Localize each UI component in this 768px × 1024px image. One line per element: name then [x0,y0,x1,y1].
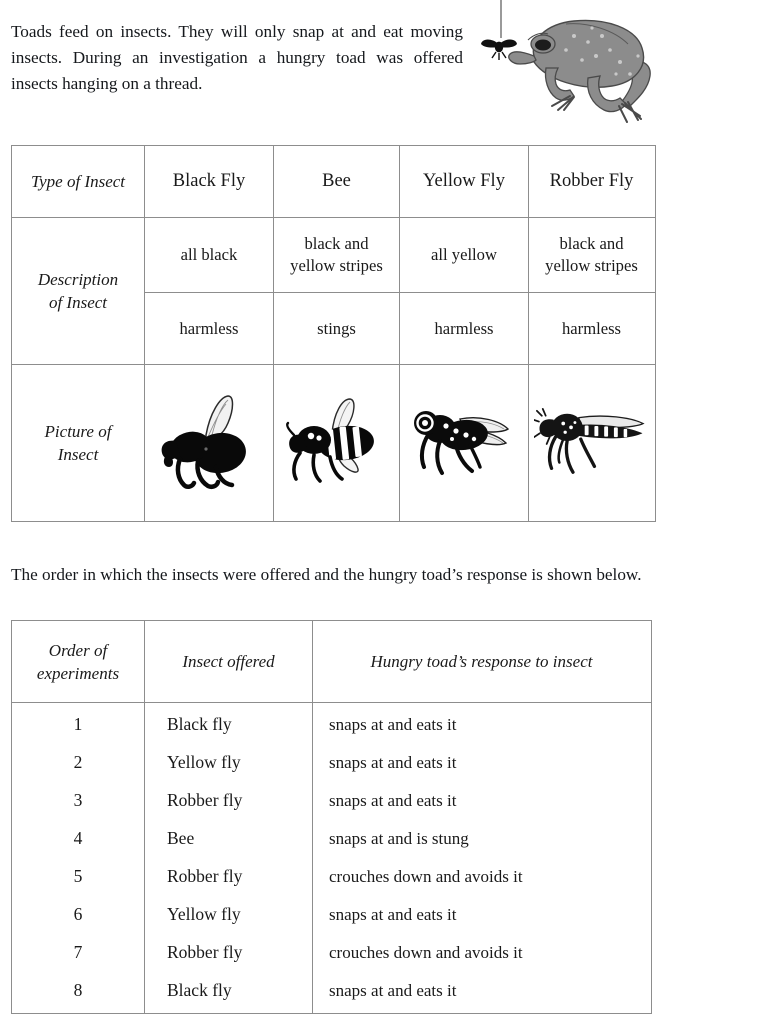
table-row-insect [145,706,312,743]
order-value: 5 [73,866,83,886]
appearance-line-1: all black [180,245,238,264]
insect-appearance-black-fly [145,218,273,292]
order-header-line-1: Order of [48,640,108,660]
insect-value: Yellow fly [167,904,241,924]
insect-value: Robber fly [167,790,243,810]
table-row-response [313,820,650,857]
intro-paragraph: Toads feed on insects. They will only snap at and eat moving insects. During an investigation a hungry toad was offered insects hanging on a thread. [11,22,463,94]
response-value: snaps at and eats it [329,752,457,772]
response-header-label: Hungry toad’s response to insect [370,652,593,671]
order-value: 1 [73,714,83,734]
danger-label: harmless [434,318,494,338]
appearance-line-2: yellow stripes [545,256,638,275]
table-row-order [12,934,144,971]
appearance-line-1: all yellow [431,245,497,264]
robber-fly-icon [534,397,649,489]
insect-danger-black-fly [145,293,273,364]
toad-figure [509,20,650,122]
response-value: snaps at and eats it [329,980,457,1000]
response-value: snaps at and eats it [329,714,457,734]
danger-label: stings [317,318,356,338]
table-row-insect [145,744,312,781]
insect-danger-bee [274,293,399,364]
black-fly-picture-cell [145,365,273,520]
order-value: 6 [73,904,83,924]
insect-reference-table [11,145,656,522]
danger-label: harmless [179,318,239,338]
table-row-response [313,934,650,971]
table-row-order [12,782,144,819]
appearance-line-1: black and [304,234,369,253]
insect-danger-yellow-fly [400,293,528,364]
table-row-order [12,706,144,743]
experiment-table-header-divider [12,702,651,703]
response-value: crouches down and avoids it [329,866,523,886]
insect-appearance-yellow-fly [400,218,528,292]
toad-illustration-svg [470,0,768,128]
insect-table-header-bee [274,146,399,217]
description-label-line-1: Description [37,270,119,289]
table-row-response [313,972,650,1009]
table-row-response [313,858,650,895]
insect-value: Robber fly [167,942,243,962]
response-value: snaps at and eats it [329,790,457,810]
response-value: snaps at and is stung [329,828,469,848]
insect-name-label: Black Fly [172,171,246,191]
experiment-table-header-response [313,621,650,702]
table-row-insect [145,934,312,971]
table-row-insect [145,972,312,1009]
table-row-order [12,744,144,781]
insect-offered-header-label: Insect offered [182,652,275,671]
yellow-fly-icon [410,395,518,491]
insect-table-header-type-label: Type of Insect [30,171,126,191]
appearance-line-1: black and [559,234,624,253]
table-row-response [313,782,650,819]
table-row-response [313,744,650,781]
insect-table-row-label-picture [12,365,144,520]
table-row-insect [145,858,312,895]
insect-appearance-bee [274,218,399,292]
table-row-order [12,972,144,1009]
insect-table-header-type-of-insect [12,146,144,217]
table-row-insect [145,896,312,933]
insect-value: Yellow fly [167,752,241,772]
insect-table-header-black-fly [145,146,273,217]
insect-value: Black fly [167,980,232,1000]
order-value: 2 [73,752,83,772]
order-value: 8 [73,980,83,1000]
table-row-order [12,858,144,895]
insect-table-header-robber-fly [529,146,654,217]
robber-fly-picture-cell [529,365,654,520]
insect-table-header-yellow-fly [400,146,528,217]
picture-label-line-1: Picture of [44,421,112,441]
insect-danger-robber-fly [529,293,654,364]
order-header-line-2: experiments [36,663,120,683]
insect-name-label: Robber Fly [549,171,634,191]
order-value: 4 [73,828,83,848]
bee-icon [284,393,390,493]
insect-name-label: Bee [322,171,351,191]
toad-with-insect-illustration [470,0,768,128]
table-row-order [12,820,144,857]
insect-name-label: Yellow Fly [423,171,505,191]
response-value: crouches down and avoids it [329,942,523,962]
danger-label: harmless [562,318,621,338]
insect-value: Robber fly [167,866,243,886]
insect-table-row-label-description [12,218,144,364]
experiment-table-header-order [12,621,144,702]
black-fly-icon [154,391,264,495]
order-value: 3 [73,790,83,810]
description-label-line-2: of Insect [48,293,108,312]
appearance-line-2: yellow stripes [290,256,383,275]
response-value: snaps at and eats it [329,904,457,924]
insect-appearance-robber-fly [529,218,654,292]
yellow-fly-picture-cell [400,365,528,520]
table-row-response [313,896,650,933]
table-row-response [313,706,650,743]
picture-label-line-2: Insect [57,444,99,464]
insect-value: Bee [167,828,195,848]
order-value: 7 [73,942,83,962]
table-row-insect [145,820,312,857]
experiment-log-table [11,620,652,1014]
order-paragraph: The order in which the insects were offered and the hungry toad’s response is shown below. [11,565,642,585]
insect-value: Black fly [167,714,232,734]
table-row-insect [145,782,312,819]
experiment-table-header-insect-offered [145,621,312,702]
table-row-order [12,896,144,933]
bee-picture-cell [274,365,399,520]
